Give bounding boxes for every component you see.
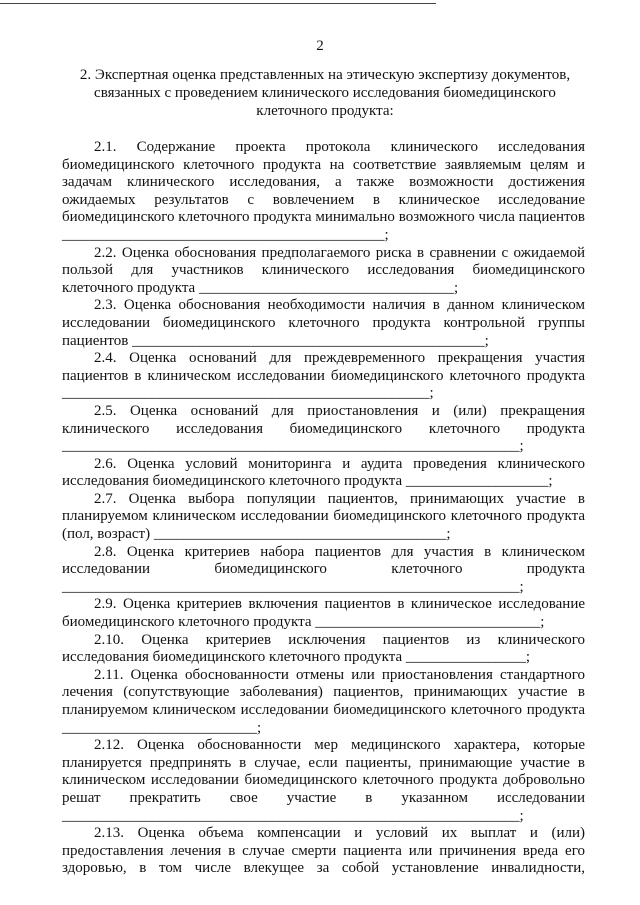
item-2-5: 2.5. Оценка оснований для приостановления и (или) прекращения клинического исследования биомедицинского клеточного продукта _____________________________________________________________; (62, 402, 585, 455)
item-2-13: 2.13. Оценка объема компенсации и условий их выплат и (или) предоставления лечения в случае смерти пациента или причинения вреда его здоровью, в том числе влекущее за собой установление инвалидности, (62, 825, 585, 877)
item-2-9: 2.9. Оценка критериев включения пациентов в клиническое исследование биомедицинского клеточного продукта ______________________________; (62, 596, 585, 631)
item-2-1: 2.1. Содержание проекта протокола клинического исследования биомедицинского клеточного продукта на соответствие заявляемым целям и задачам клинического исследования, а также возможности достижения ожидаемых результатов с вовлечением в клиническое исследование биомедицинского клеточного продукта минимально возможного числа пациентов ___________________________________________; (62, 139, 585, 243)
item-2-3: 2.3. Оценка обоснования необходимости наличия в данном клиническом исследовании биомедицинского клеточного продукта контрольной группы пациентов _______________________________________________; (62, 297, 585, 349)
item-2-8: 2.8. Оценка критериев набора пациентов для участия в клиническом исследовании биомедицинского клеточного продукта _____________________________________________________________; (62, 543, 585, 595)
top-rule (0, 3, 436, 4)
item-2-6: 2.6. Оценка условий мониторинга и аудита проведения клинического исследования биомедицинского клеточного продукта ___________________; (62, 455, 585, 490)
item-2-2: 2.2. Оценка обоснования предполагаемого риска в сравнении с ожидаемой пользой для участников клинического исследования биомедицинского клеточного продукта __________________________________; (62, 244, 585, 296)
item-2-10: 2.10. Оценка критериев исключения пациентов из клинического исследования биомедицинского клеточного продукта ________________; (62, 631, 585, 666)
item-list (62, 139, 585, 878)
item-2-12: 2.12. Оценка обоснованности мер медицинского характера, которые планируется предпринять в случае, если пациенты, принимающие участие в клиническом исследовании биомедицинского клеточного продукта добровольно решат прекратить свое участие в указанном исследовании _____________________________________________________________; (62, 737, 585, 824)
item-2-11: 2.11. Оценка обоснованности отмены или приостановления стандартного лечения (сопутствующие заболевания) пациентов, принимающих участие в планируемом клиническом исследовании биомедицинского клеточного продукта __________________________; (62, 666, 585, 736)
item-2-4: 2.4. Оценка оснований для преждевременного прекращения участия пациентов в клиническом исследовании биомедицинского клеточного продукта _________________________________________________; (62, 350, 585, 402)
section-heading: 2. Экспертная оценка представленных на этическую экспертизу документов, связанных с проведением клинического исследования биомедицинского клеточного продукта: (79, 67, 571, 119)
page-number: 2 (316, 38, 324, 54)
item-2-7: 2.7. Оценка выбора популяции пациентов, принимающих участие в планируемом клиническом исследовании биомедицинского клеточного продукта (пол, возраст) _______________________________________; (62, 490, 585, 543)
